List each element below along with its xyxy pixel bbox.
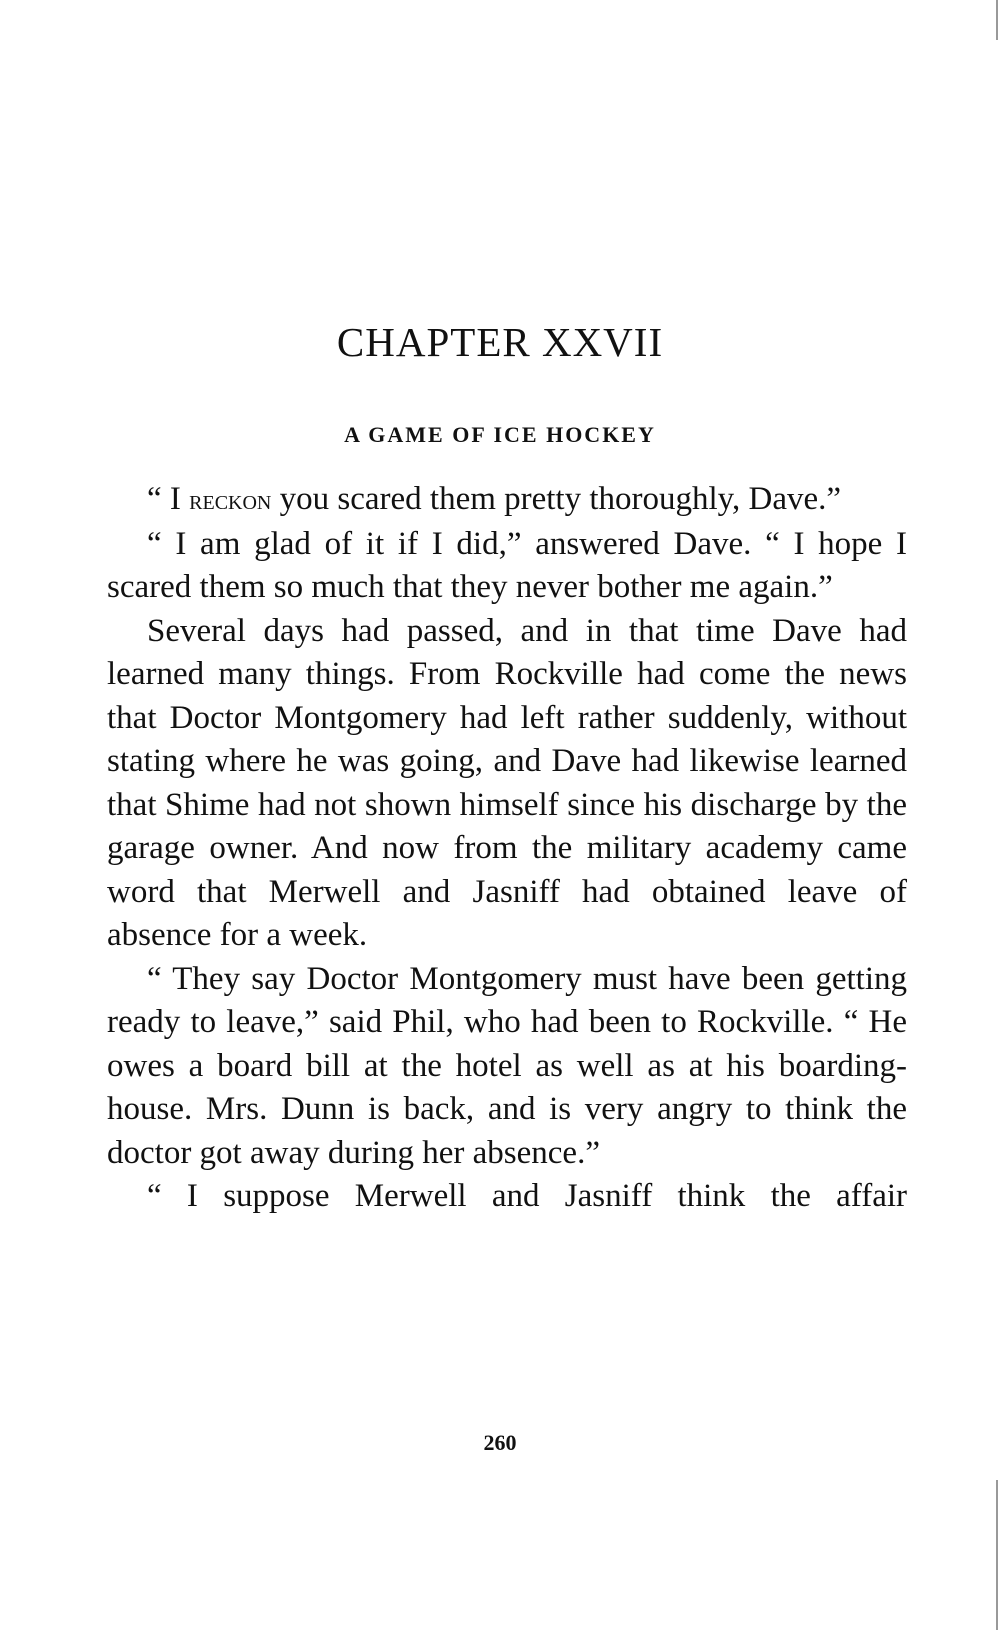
scan-edge-mark (996, 1480, 998, 1630)
scan-edge-mark (996, 0, 998, 40)
page-number: 260 (483, 1430, 517, 1455)
paragraph-lead-word: reckon (189, 485, 272, 516)
paragraph: “ I am glad of it if I did,” answered Dave. “ I hope I scared them so much that they never bother me again.” (107, 525, 907, 605)
chapter-body (107, 478, 907, 1219)
chapter-subtitle: A GAME OF ICE HOCKEY (344, 422, 656, 447)
paragraph: “ They say Doctor Montgomery must have been getting ready to leave,” said Phil, who had been to Rockville. “ He owes a board bill at the hotel as well as at his boarding-house. Mrs. Dunn is back, and is very angry to think the doctor got away during her absence.” (107, 960, 907, 1171)
paragraph: Several days had passed, and in that time Dave had learned many things. From Rockville had come the news that Doctor Montgomery had left rather suddenly, without stating where he was going, and Dave had likewise learned that Shime had not shown himself since his discharge by the garage owner. And now from the military academy came word that Merwell and Jasniff had obtained leave of absence for a week. (107, 612, 907, 953)
paragraph (107, 478, 907, 523)
paragraph-opening-quote: “ I (147, 481, 190, 517)
paragraph-text: you scared them pretty thoroughly, Dave.” (271, 481, 842, 517)
chapter-title: CHAPTER XXVII (336, 319, 664, 365)
paragraph: “ I suppose Merwell and Jasniff think the affair (147, 1178, 907, 1214)
